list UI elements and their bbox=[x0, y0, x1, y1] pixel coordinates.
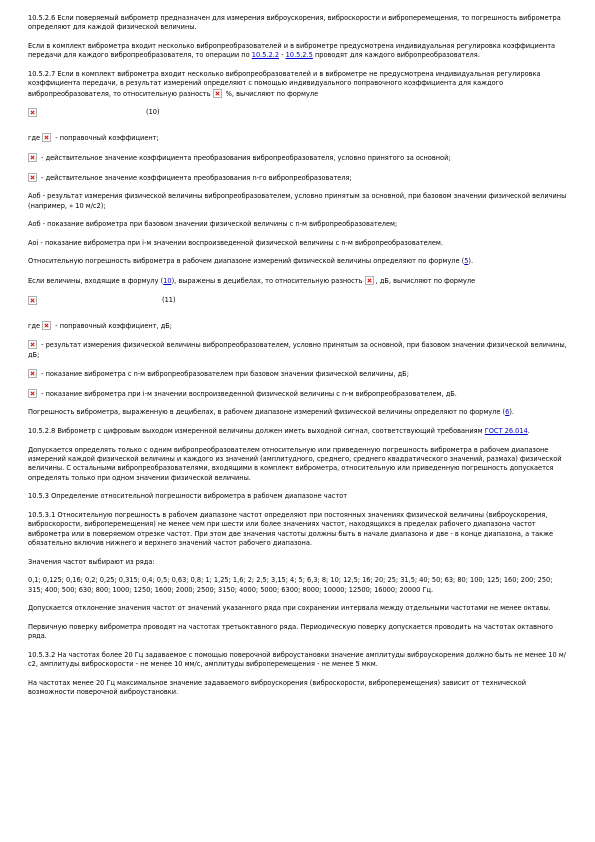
paragraph-frequency-series: 0,1; 0,125; 0,16; 0,2; 0,25; 0,315; 0,4; 0,5; 0,63; 0,8; 1; 1,25; 1,6; 2; 2,5; 3,15; 4; 5; 6,3; 8; 10; 12,5; 16; 20; 25; 31,5; 40; 50; 63; 80; 100; 125; 160; 200; 250; 315; 400; 500; 630; 800; 1000; 1250; 1600; 2000; 2500; 3150; 4000; 5000; 6300; 8000; 10000; 12500; 16000; 20000 Гц. bbox=[28, 576, 553, 594]
broken-image-icon bbox=[213, 89, 222, 98]
definition-a-base-result: Aоб - результат измерения физической величины вибропреобразователем, условно принятым за основной, при базовом значении физической величины (например, » 10 м/с2); bbox=[28, 192, 567, 210]
paragraph-verification-octave: Первичную поверку виброметра проводят на частотах третьоктавного ряда. Периодическую поверку допускается проводить на частотах октавного ряда. bbox=[28, 622, 553, 641]
definition-reading-i-db bbox=[28, 389, 568, 399]
paragraph-10-5-2-8 bbox=[28, 427, 568, 436]
text-span: - поправочный коэффициент; bbox=[53, 134, 159, 143]
link-formula-5[interactable]: 5 bbox=[464, 257, 469, 266]
link-10-5-2-5[interactable]: 10.5.2.5 bbox=[285, 51, 313, 60]
text-span: - поправочный коэффициент, дБ; bbox=[53, 321, 173, 330]
broken-image-icon bbox=[28, 389, 37, 398]
text-span: 10.5.2.8 Виброметр с цифровым выходом измеренной величины должен иметь выходной сигнал, соответствующий требованиям bbox=[28, 426, 485, 435]
where-correction-factor-db bbox=[28, 321, 568, 331]
definition-n-coefficient bbox=[28, 173, 568, 183]
broken-image-icon bbox=[42, 321, 51, 330]
text-span: ). bbox=[468, 257, 474, 266]
text-span: 10.5.2.7 Если в комплект виброметра входит несколько вибропреобразователей и в виброметре не предусмотрена индивидуальная регулировка коэффициента передачи, в результат измерений определяют с помощью индивидуального поправочного коэффициента для каждого вибропреобразователя, то относительную разность bbox=[28, 70, 541, 98]
formula-number: (10) bbox=[146, 108, 160, 117]
broken-image-icon bbox=[28, 369, 37, 378]
broken-image-icon bbox=[28, 296, 37, 305]
text-span: - действительное значение коэффициента преобразования n-го вибропреобразователя; bbox=[39, 173, 352, 182]
formula-11 bbox=[28, 296, 568, 312]
paragraph-10-5-3-1: 10.5.3.1 Относительную погрешность в рабочем диапазоне частот определяют при постоянных значениях физической величины (виброускорения, виброскорости, виброперемещения) не менее чем при шести или более значениях частот, находящихся в пределах рабочего диапазона частот виброметра или в поверяемом отрезке частот. При этом две значения частоты должны быть в начале диапазона и две - в конце диапазона, а также обязательно включив нижнего и верхнего значений частот рабочего диапазона. bbox=[28, 510, 554, 548]
link-gost-26-014[interactable]: ГОСТ 26.014 bbox=[484, 426, 528, 435]
definition-a-i-reading: Aоi - показание виброметра при i-м значении воспроизведенной физической величины с n-м вибропреобразователем. bbox=[28, 238, 443, 247]
text-span: - результат измерения физической величины вибропреобразователем, условно принятым за основной, при базовом значении физической величины, дБ; bbox=[28, 341, 567, 359]
definition-result-db bbox=[28, 340, 568, 360]
broken-image-icon bbox=[28, 340, 37, 349]
definition-a-base-reading: Aоб - показание виброметра при базовом значении физической величины с n-м вибропреобразователем; bbox=[28, 220, 398, 229]
paragraph-single-transducer: Допускается определять только с одним вибропреобразователем относительную или приведенную погрешность виброметра в рабочем диапазоне измерений каждой физической величины и каждого из значений (амплитудного, среднего, среднего квадратического значений, размаха) физической величины. С остальными вибропреобразователями, входящими в комплект виброметра, относительную или приведенную погрешность допускается определять только при одном значении физической величины. bbox=[28, 445, 562, 482]
paragraph-error-db-formula-6 bbox=[28, 408, 568, 417]
formula-number: (11) bbox=[162, 295, 176, 304]
where-correction-factor bbox=[28, 133, 568, 143]
definition-reading-base-db bbox=[28, 369, 568, 379]
text-span: - показание виброметра с n-м вибропреобразователем при базовом значении физической величины, дБ; bbox=[39, 370, 409, 379]
text-span: - bbox=[279, 51, 286, 60]
heading-10-5-3: 10.5.3 Определение относительной погрешности виброметра в рабочем диапазоне частот bbox=[28, 492, 348, 501]
text-span: ). bbox=[509, 408, 515, 417]
paragraph-10-5-2-7 bbox=[28, 70, 568, 99]
paragraph-10-5-3-2: 10.5.3.2 На частотах более 20 Гц задаваемое с помощью поверочной виброустановки значение амплитуды виброускорения должно быть не менее 10 м/с2, амплитуды виброскорости - не менее 10 мм/с, амплитуды виброперемещения - не менее 5 мкм. bbox=[28, 650, 566, 669]
text-span: . bbox=[527, 426, 530, 435]
text-span: Относительную погрешность виброметра в рабочем диапазоне измерений физической величины определяют по формуле ( bbox=[28, 257, 465, 266]
link-formula-6[interactable]: 6 bbox=[505, 408, 510, 417]
text-span: ), выражены в децибелах, то относительную разность bbox=[171, 276, 365, 285]
document-page bbox=[28, 14, 568, 707]
text-span: Если величины, входящие в формулу ( bbox=[28, 276, 164, 285]
text-span: - показание виброметра при i-м значении воспроизведенной физической величины с n-м вибропреобразователем, дБ. bbox=[39, 389, 457, 398]
paragraph-10-5-2-6: 10.5.2.6 Если поверяемый виброметр предназначен для измерения виброускорения, виброскорости и виброперемещения, то погрешность виброметра определяют для каждой физической величины. bbox=[28, 14, 561, 32]
text-span: Погрешность виброметра, выраженную в децибелах, в рабочем диапазоне измерений физической величины определяют по формуле ( bbox=[28, 408, 506, 417]
paragraph-frequency-series-intro: Значения частот выбирают из ряда: bbox=[28, 557, 155, 566]
broken-image-icon bbox=[28, 153, 37, 162]
formula-10 bbox=[28, 108, 568, 124]
text-span: где bbox=[28, 134, 43, 143]
paragraph-relative-error-formula-5 bbox=[28, 257, 568, 266]
text-span: где bbox=[28, 321, 43, 330]
paragraph-multi-transducers bbox=[28, 42, 568, 61]
link-10-5-2-2[interactable]: 10.5.2.2 bbox=[251, 51, 280, 60]
link-formula-10[interactable]: 10 bbox=[163, 276, 172, 285]
broken-image-icon bbox=[28, 108, 37, 117]
broken-image-icon bbox=[365, 276, 374, 285]
text-span: Если в комплект виброметра входит несколько вибропреобразователей и в виброметре предусмотрена индивидуальная регулировка коэффициента передачи для каждого вибропреобразователя, то операции по bbox=[28, 42, 556, 60]
paragraph-frequency-deviation: Допускается отклонение значения частот от значений указанного ряда при сохранении интервала между отдельными частотами не менее октавы. bbox=[28, 604, 551, 613]
broken-image-icon bbox=[28, 173, 37, 182]
text-span: %, вычисляют по формуле bbox=[223, 89, 319, 98]
paragraph-low-frequency: На частотах менее 20 Гц максимальное значение задаваемого виброускорения (виброскорости, виброперемещения) зависит от технической возможности поверочной виброустановки. bbox=[28, 678, 527, 697]
text-span: - действительное значение коэффициента преобразования вибропреобразователя, условно принятого за основной; bbox=[39, 154, 451, 162]
definition-base-coefficient bbox=[28, 153, 568, 163]
broken-image-icon bbox=[42, 133, 51, 142]
text-span: проводят для каждого вибропреобразователя. bbox=[312, 51, 480, 60]
paragraph-decibels bbox=[28, 276, 568, 286]
text-span: , дБ, вычисляют по формуле bbox=[375, 276, 476, 285]
